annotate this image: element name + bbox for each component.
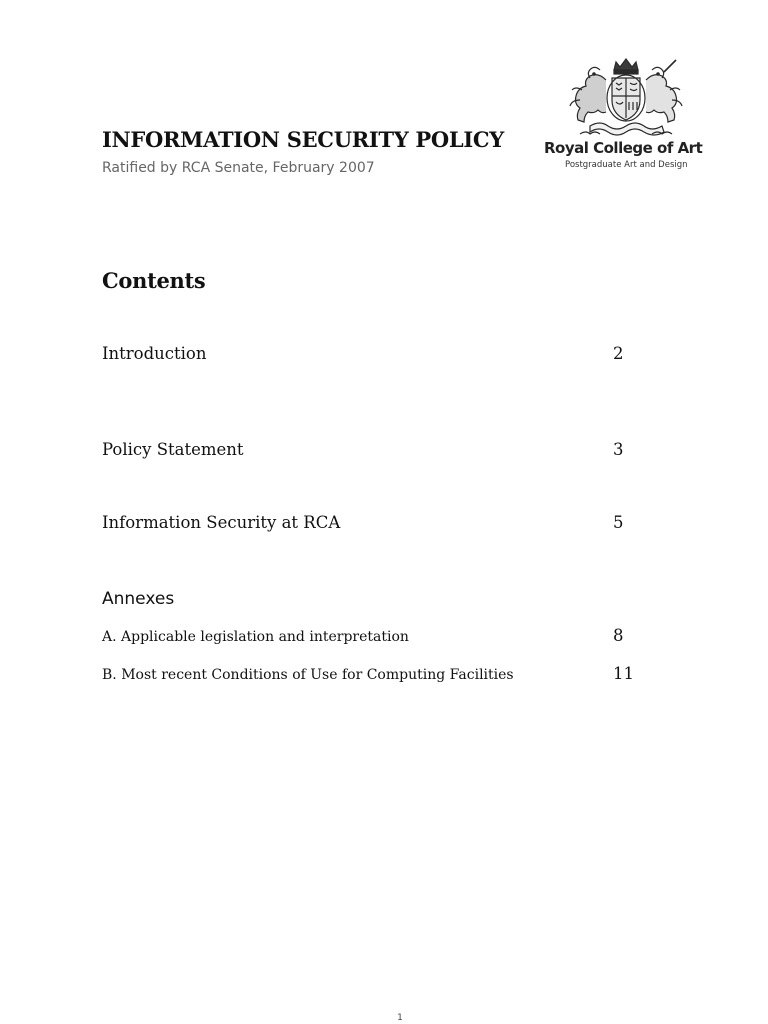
toc-item-label: Policy Statement (102, 440, 244, 459)
toc-item-page: 11 (613, 664, 634, 683)
toc-item-label: B. Most recent Conditions of Use for Computing Facilities (102, 667, 514, 683)
page-number: 1 (397, 1013, 403, 1023)
rca-logo (540, 56, 710, 178)
toc-item-annex-a[interactable] (102, 627, 642, 651)
toc-item-policy-statement[interactable] (102, 440, 642, 464)
toc-item-page: 5 (613, 513, 624, 532)
toc-item-information-security-at-rca[interactable] (102, 513, 642, 537)
toc-item-label: A. Applicable legislation and interpretation (102, 629, 409, 645)
contents-heading: Contents (102, 268, 206, 293)
logo-tagline: Postgraduate Art and Design (565, 160, 688, 170)
document-subtitle: Ratified by RCA Senate, February 2007 (102, 160, 375, 176)
logo-name: Royal College of Art (544, 139, 703, 157)
toc-item-label: Introduction (102, 344, 207, 363)
toc-item-introduction[interactable] (102, 344, 642, 368)
annexes-heading: Annexes (102, 589, 175, 609)
royal-coat-of-arms-icon (556, 56, 696, 138)
toc-item-label: Information Security at RCA (102, 513, 341, 532)
document-title: INFORMATION SECURITY POLICY (102, 127, 504, 152)
toc-item-page: 3 (613, 440, 624, 459)
toc-item-page: 2 (613, 344, 624, 363)
toc-item-page: 8 (613, 626, 624, 645)
toc-item-annex-b[interactable] (102, 665, 642, 689)
